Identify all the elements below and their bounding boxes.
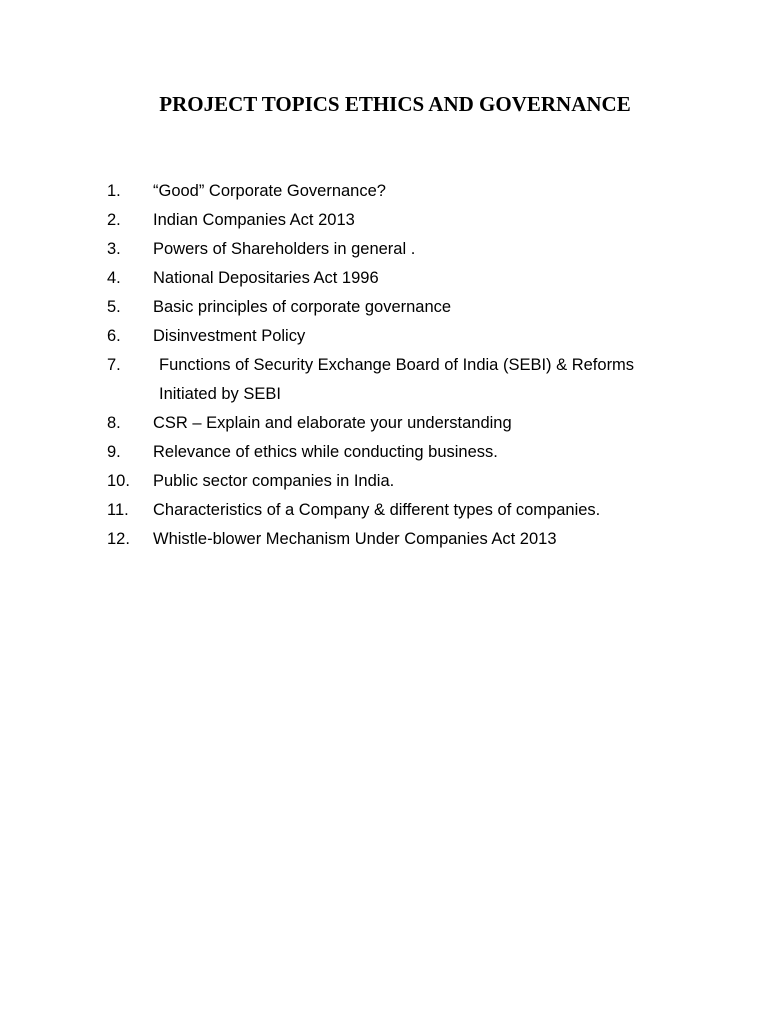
list-item-number: 5. [107, 298, 121, 316]
list-item [107, 351, 747, 409]
list-item [107, 264, 747, 293]
list-item-number: 9. [107, 443, 121, 461]
list-item-number: 6. [107, 327, 121, 345]
list-item-number: 10. [107, 472, 130, 490]
list-item-text: Indian Companies Act 2013 [153, 211, 355, 229]
list-item-text-continuation: Initiated by SEBI [159, 385, 281, 403]
list-item [107, 438, 747, 467]
list-item [107, 206, 747, 235]
list-item [107, 293, 747, 322]
list-item-text-line: Functions of Security Exchange Board of India (SEBI) & Reforms [159, 356, 635, 374]
list-item [107, 322, 747, 351]
list-item-number: 3. [107, 240, 121, 258]
list-item-number: 2. [107, 211, 121, 229]
list-item-text: Powers of Shareholders in general . [153, 240, 416, 258]
list-item-text: Disinvestment Policy [153, 327, 306, 345]
list-item-text: Relevance of ethics while conducting business. [153, 443, 498, 461]
list-item [107, 235, 747, 264]
topic-list [107, 177, 747, 554]
list-item-text: CSR – Explain and elaborate your understanding [153, 414, 512, 432]
list-item [107, 467, 747, 496]
list-item [107, 525, 747, 554]
list-item-number: 12. [107, 530, 130, 548]
list-item-text: Whistle-blower Mechanism Under Companies Act 2013 [153, 530, 557, 548]
list-item-text: “Good” Corporate Governance? [153, 182, 386, 200]
list-item-number: 11. [107, 501, 129, 519]
list-item [107, 409, 747, 438]
list-item-text: Basic principles of corporate governance [153, 298, 452, 316]
list-item [107, 496, 747, 525]
list-item-number: 1. [107, 182, 121, 200]
list-item-number: 7. [107, 356, 121, 374]
list-item-number: 4. [107, 269, 121, 287]
list-item-text [153, 351, 747, 409]
list-item-text: Characteristics of a Company & different types of companies. [153, 501, 601, 519]
list-item-text: National Depositaries Act 1996 [153, 269, 379, 287]
list-item [107, 177, 747, 206]
list-item-number: 8. [107, 414, 121, 432]
list-item-text: Public sector companies in India. [153, 472, 395, 490]
page-title: PROJECT TOPICS ETHICS AND GOVERNANCE [159, 92, 631, 116]
